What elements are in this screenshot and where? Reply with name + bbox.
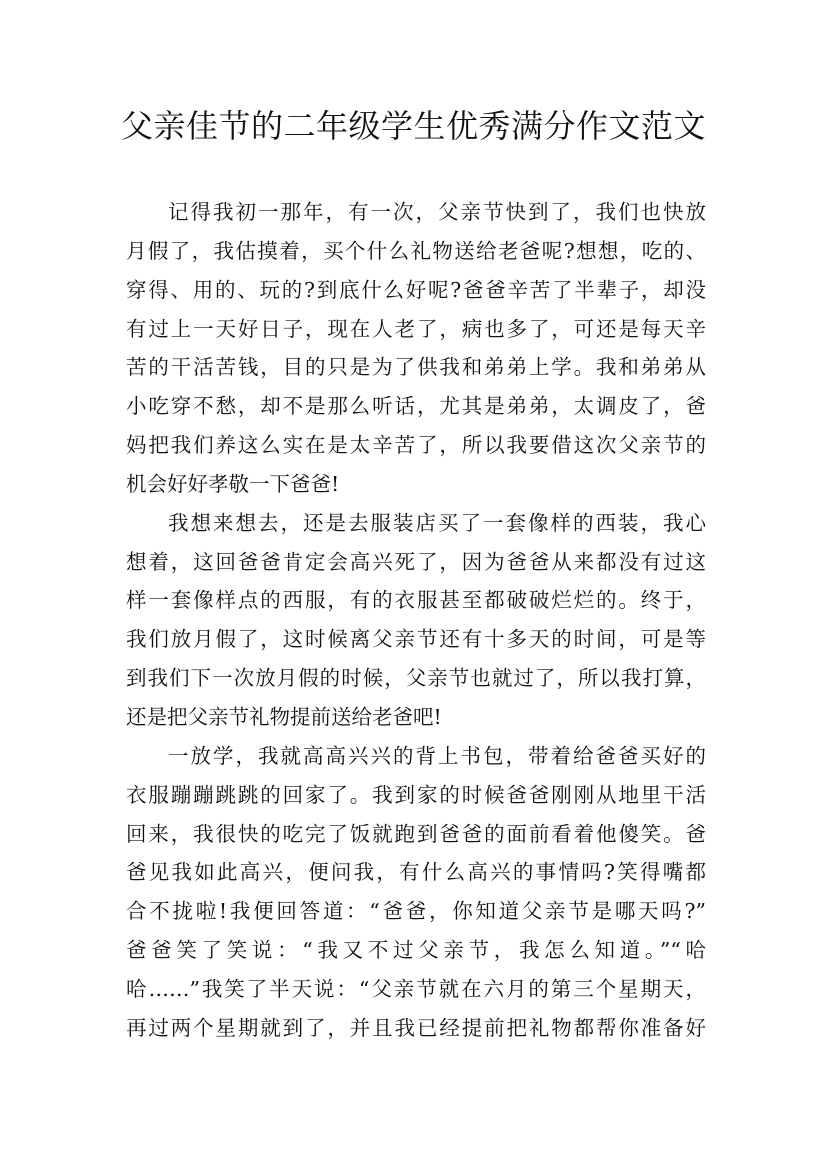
text-line: 苦的干活苦钱，目的只是为了供我和弟弟上学。我和弟弟从 (126, 355, 706, 380)
document-body (126, 193, 706, 1048)
text-line: 爸见我如此高兴，便问我，有什么高兴的事情吗?笑得嘴都 (126, 860, 706, 885)
text-line: 哈……”我笑了半天说：“父亲节就在六月的第三个星期天， (126, 976, 706, 1001)
text-line: 机会好好孝敬一下爸爸! (126, 471, 340, 496)
text-line: 到我们下一次放月假的时候，父亲节也就过了，所以我打算， (126, 666, 706, 691)
text-line: 合不拢啦!我便回答道：“爸爸，你知道父亲节是哪天吗?” (126, 899, 706, 924)
text-line: 还是把父亲节礼物提前送给老爸吧! (126, 704, 442, 729)
document-title: 父亲佳节的二年级学生优秀满分作文范文 (120, 107, 706, 145)
text-line: 记得我初一那年，有一次，父亲节快到了，我们也快放 (168, 200, 706, 224)
text-line: 月假了，我估摸着，买个什么礼物送给老爸呢?想想，吃的、 (126, 238, 706, 263)
text-line: 小吃穿不愁，却不是那么听话，尤其是弟弟，太调皮了，爸 (126, 394, 706, 419)
paragraph-3 (126, 737, 706, 1048)
text-line: 有过上一天好日子，现在人老了，病也多了，可还是每天辛 (126, 316, 706, 341)
text-line: 一放学，我就高高兴兴的背上书包，带着给爸爸买好的 (168, 743, 706, 768)
text-line: 回来，我很快的吃完了饭就跑到爸爸的面前看着他傻笑。爸 (126, 821, 706, 846)
paragraph-1 (126, 193, 706, 504)
text-line: 想着，这回爸爸肯定会高兴死了，因为爸爸从来都没有过这 (126, 549, 706, 574)
text-line: 再过两个星期就到了，并且我已经提前把礼物都帮你准备好 (126, 1015, 706, 1040)
text-line: 我们放月假了，这时候离父亲节还有十多天的时间，可是等 (126, 627, 706, 652)
text-line: 样一套像样点的西服，有的衣服甚至都破破烂烂的。终于， (126, 588, 706, 613)
text-line: 爸爸笑了笑说：“我又不过父亲节，我怎么知道。”“哈 (126, 938, 706, 963)
text-line: 妈把我们养这么实在是太辛苦了，所以我要借这次父亲节的 (126, 433, 706, 458)
paragraph-2 (126, 504, 706, 737)
text-line: 我想来想去，还是去服装店买了一套像样的西装，我心 (168, 510, 706, 535)
text-line: 衣服蹦蹦跳跳的回家了。我到家的时候爸爸刚刚从地里干活 (126, 782, 706, 807)
text-line: 穿得、用的、玩的?到底什么好呢?爸爸辛苦了半辈子，却没 (126, 277, 706, 302)
